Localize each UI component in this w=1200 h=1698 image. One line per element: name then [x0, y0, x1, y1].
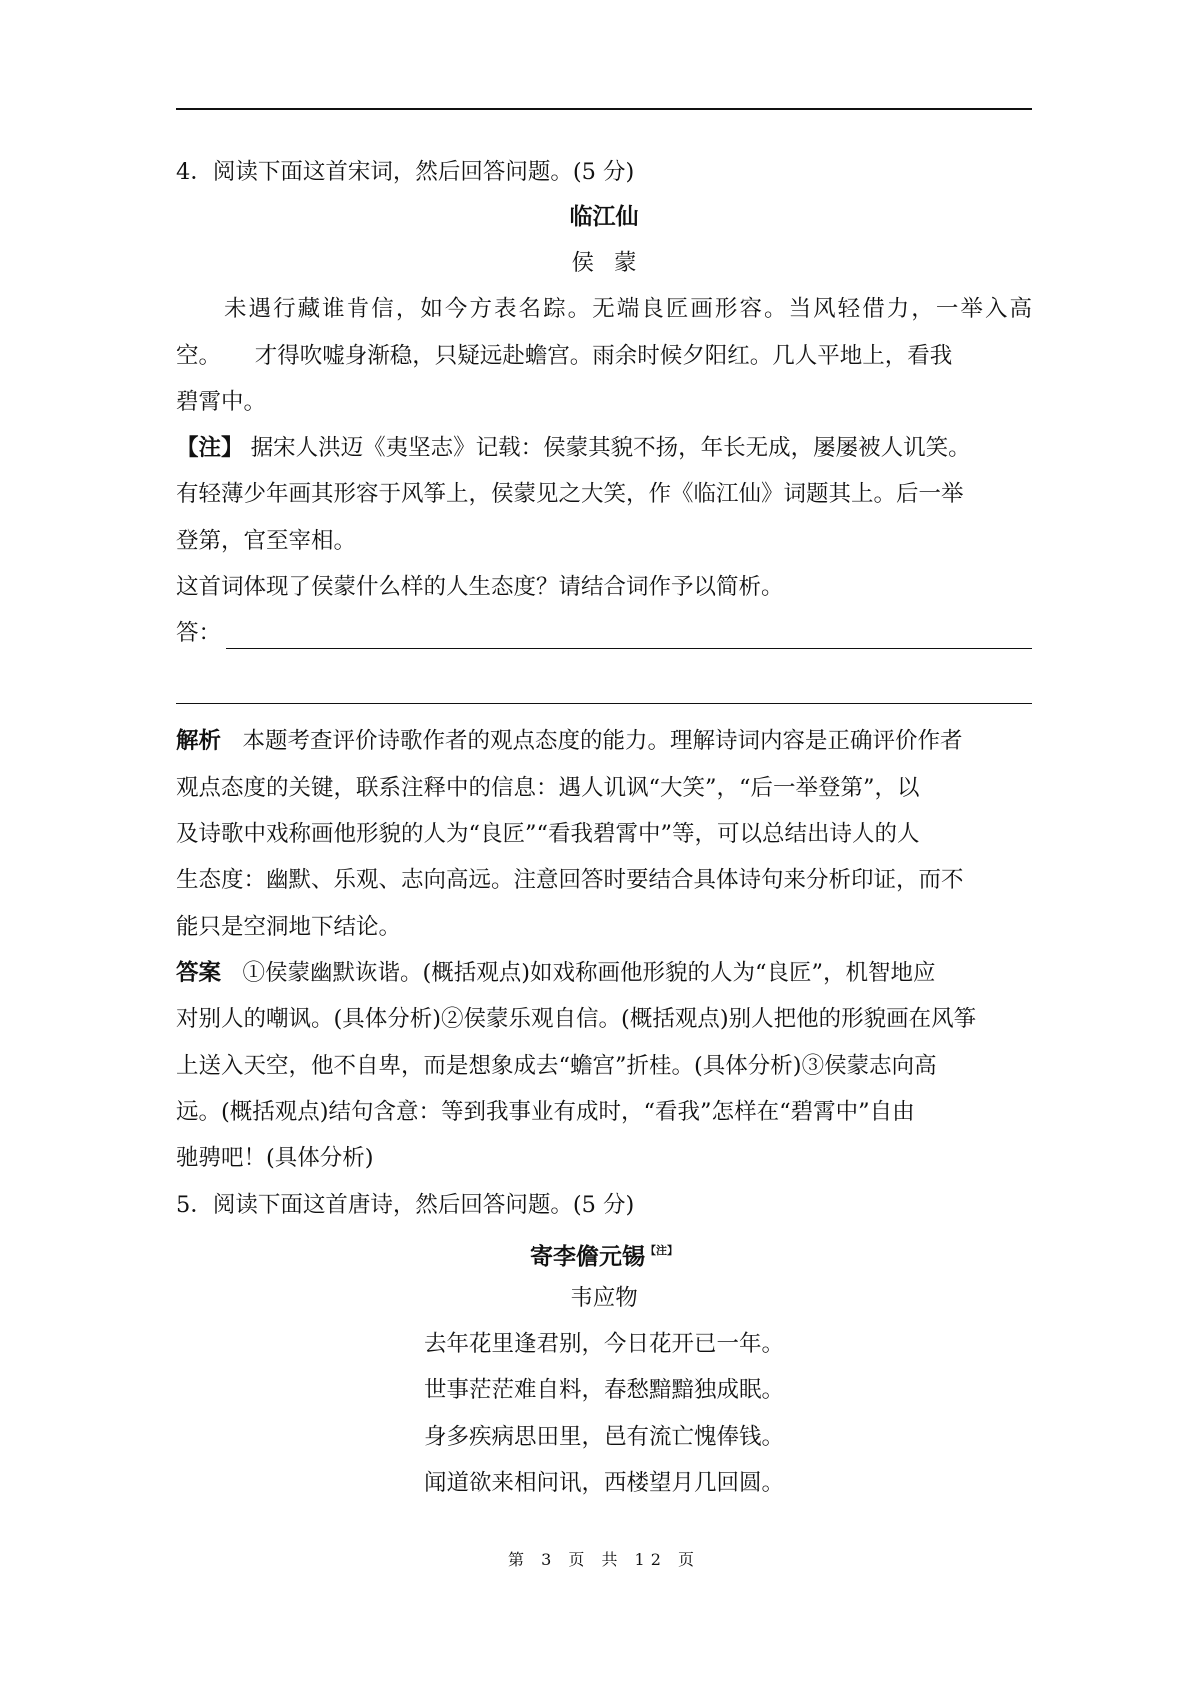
q4-poem-title: 临江仙 — [569, 204, 639, 230]
answer-blank-line[interactable] — [226, 648, 1032, 649]
q5-stem: 5．阅读下面这首唐诗，然后回答问题。(5 分) — [176, 1192, 635, 1218]
q4-note — [176, 433, 1032, 463]
q4-note-text: 据宋人洪迈《夷坚志》记载：侯蒙其貌不扬，年长无成，屡屡被人讥笑。 — [250, 435, 971, 461]
q4-question: 这首词体现了侯蒙什么样的人生态度？请结合词作予以简析。 — [176, 574, 784, 600]
q4-analysis-line: 能只是空洞地下结论。 — [176, 914, 402, 940]
q4-answer-line: 驰骋吧！(具体分析) — [176, 1145, 374, 1171]
q4-answer-line: 对别人的嘲讽。(具体分析)②侯蒙乐观自信。(概括观点)别人把他的形貌画在风筝 — [176, 1006, 977, 1032]
q4-analysis-label: 解析 — [176, 728, 222, 754]
q5-title-note: 【注】 — [645, 1244, 678, 1257]
q4-note-label: 【注】 — [176, 435, 244, 461]
q5-author: 韦应物 — [570, 1285, 638, 1311]
q4-answer-line: 上送入天空，他不自卑，而是想象成去“蟾宫”折桂。(具体分析)③侯蒙志向高 — [176, 1053, 937, 1079]
q4-analysis-text: 本题考查评价诗歌作者的观点态度的能力。理解诗词内容是正确评价作者 — [242, 728, 963, 754]
q4-answer-line: 远。(概括观点)结句含意：等到我事业有成时，“看我”怎样在“碧霄中”自由 — [176, 1099, 915, 1125]
answer-blank-line[interactable] — [176, 703, 1032, 704]
q4-poem-line: 碧霄中。 — [176, 389, 267, 415]
q4-note-line: 登第，官至宰相。 — [176, 528, 357, 554]
q4-analysis-line: 观点态度的关键，联系注释中的信息：遇人讥讽“大笑”，“后一举登第”，以 — [176, 775, 920, 801]
q5-poem-line: 去年花里逢君别，今日花开已一年。 — [423, 1331, 784, 1357]
q5-poem-title: 寄李儋元锡 — [530, 1244, 645, 1270]
q5-poem-line: 闻道欲来相问讯，西楼望月几回圆。 — [423, 1470, 784, 1496]
q4-analysis-line: 生态度：幽默、乐观、志向高远。注意回答时要结合具体诗句来分析印证，而不 — [176, 867, 964, 893]
q4-answer-prefix: 答： — [176, 620, 222, 646]
q4-answer — [176, 958, 1032, 988]
q5-title-row — [176, 1236, 1032, 1272]
q4-author: 侯蒙 — [571, 250, 657, 276]
header-rule — [176, 108, 1032, 110]
page-footer: 第 3 页 共 12 页 — [508, 1550, 700, 1569]
q4-answer-text: ①侯蒙幽默诙谐。(概括观点)如戏称画他形貌的人为“良匠”，机智地应 — [242, 960, 936, 986]
q4-analysis-line: 及诗歌中戏称画他形貌的人为“良匠”“看我碧霄中”等，可以总结出诗人的人 — [176, 821, 920, 847]
q4-stem: 4．阅读下面这首宋词，然后回答问题。(5 分) — [176, 159, 635, 185]
q4-answer-label: 答案 — [176, 960, 222, 986]
q4-analysis — [176, 726, 1032, 756]
q4-poem-line: 未遇行藏谁肯信，如今方表名踪。无端良匠画形容。当风轻借力，一举入高 — [224, 296, 1032, 322]
q4-poem-line: 空。 才得吹嘘身渐稳，只疑远赴蟾宫。雨余时候夕阳红。几人平地上，看我 — [176, 343, 953, 369]
q5-poem-line: 身多疾病思田里，邑有流亡愧俸钱。 — [423, 1424, 784, 1450]
q4-note-line: 有轻薄少年画其形容于风筝上，侯蒙见之大笑，作《临江仙》词题其上。后一举 — [176, 481, 964, 507]
q5-poem-line: 世事茫茫难自料，春愁黯黯独成眠。 — [423, 1377, 784, 1403]
